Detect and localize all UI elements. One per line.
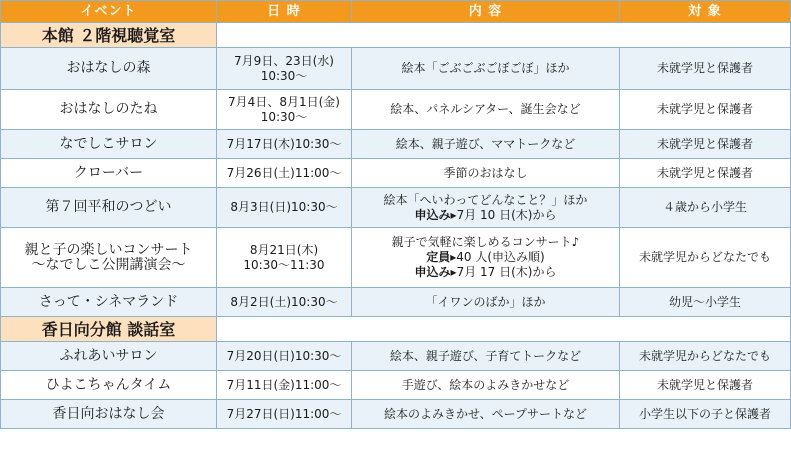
event-name-line: ふれあいサロン: [59, 347, 158, 364]
event-content: [352, 342, 620, 371]
content-text: 絵本、親子遊び、ママトークなど: [395, 136, 576, 151]
event-name: [1, 188, 217, 228]
event-date: [217, 371, 352, 400]
event-name-line: 香日向おはなし会: [52, 405, 165, 422]
content-text: 季節のおはなし: [443, 165, 528, 180]
content-text: 絵本「ごぶごぶごぼごぼ」ほか: [401, 61, 570, 75]
table-row: [1, 90, 791, 130]
event-name: [1, 90, 217, 130]
event-date-line: 7月9日、23日(水): [234, 53, 334, 68]
event-content-line: [354, 61, 617, 76]
event-content-line: [354, 378, 617, 393]
table-row: [1, 288, 791, 317]
header-datetime: 日 時: [217, 1, 352, 23]
event-date: [217, 188, 352, 228]
event-date-line: 10:30～11:30: [243, 257, 325, 272]
content-label: 申込み: [414, 207, 451, 222]
event-target: 未就学児からどなたでも: [620, 228, 791, 288]
event-target: 未就学児と保護者: [620, 159, 791, 188]
events-body: [1, 23, 791, 429]
table-row: [1, 188, 791, 228]
table-row: [1, 228, 791, 288]
event-name-line: 親と子の楽しいコンサート: [24, 241, 193, 258]
event-content: [352, 48, 620, 90]
event-target: 未就学児と保護者: [620, 371, 791, 400]
event-content: [352, 371, 620, 400]
event-target: ４歳から小学生: [620, 188, 791, 228]
event-content-line: [354, 235, 617, 250]
content-label: 申込み: [414, 265, 451, 279]
content-text: 絵本、親子遊び、子育てトークなど: [389, 348, 582, 363]
event-name: [1, 159, 217, 188]
event-name-line: ひよこちゃんタイム: [45, 376, 172, 393]
content-text: 絵本のよみきかせ、ペープサートなど: [383, 406, 588, 421]
event-content-line: [354, 102, 617, 117]
event-target: 未就学児と保護者: [620, 130, 791, 159]
table-row: [1, 342, 791, 371]
event-date: [217, 400, 352, 429]
event-name-line: なでしこサロン: [59, 135, 158, 152]
event-date: [217, 130, 352, 159]
event-name: [1, 371, 217, 400]
event-name-line: クローバー: [73, 164, 144, 181]
event-date-line: 10:30～: [260, 109, 308, 124]
event-name: [1, 342, 217, 371]
header-target: 対 象: [620, 1, 791, 23]
table-row: [1, 400, 791, 429]
event-date-line: 8月3日(日)10:30～: [230, 200, 338, 214]
event-date: [217, 90, 352, 130]
event-name-line: さって・シネマランド: [38, 293, 179, 310]
header-content: 内 容: [352, 1, 620, 23]
event-name: [1, 48, 217, 90]
event-date-line: 7月27日(日)11:00～: [226, 406, 342, 421]
event-date: [217, 228, 352, 288]
section-row: [1, 23, 791, 48]
event-content: [352, 130, 620, 159]
event-content-line: [354, 137, 617, 152]
event-date-line: 7月4日、8月1日(金): [228, 94, 340, 109]
event-target: 未就学児と保護者: [620, 90, 791, 130]
table-row: [1, 159, 791, 188]
event-content: [352, 188, 620, 228]
event-target: 幼児～小学生: [620, 288, 791, 317]
event-content-line: [354, 349, 617, 364]
event-name-line: ～なでしこ公開講演会～: [31, 256, 186, 273]
section-blank: [217, 317, 791, 342]
table-row: [1, 130, 791, 159]
event-date-line: 7月17日(木)10:30～: [226, 136, 342, 151]
event-date: [217, 48, 352, 90]
event-target: 未就学児からどなたでも: [620, 342, 791, 371]
content-text: ▸7月 10 日(木)から: [450, 207, 557, 222]
content-text: ▸7月 17 日(木)から: [450, 265, 557, 279]
event-date: [217, 159, 352, 188]
content-label: 定員: [426, 250, 451, 264]
section-row: [1, 317, 791, 342]
event-content: [352, 90, 620, 130]
event-name-line: おはなしの森: [66, 60, 151, 76]
event-target: 小学生以下の子と保護者: [620, 400, 791, 429]
event-content: [352, 159, 620, 188]
event-name: [1, 400, 217, 429]
event-name: [1, 288, 217, 317]
event-content-line: [354, 193, 617, 208]
content-text: 親子で気軽に楽しめるコンサート♪: [391, 235, 580, 249]
event-name: [1, 228, 217, 288]
section-blank: [217, 23, 791, 48]
event-content-line: [354, 250, 617, 265]
event-name-line: おはなしのたね: [59, 101, 158, 117]
event-content-line: [354, 295, 617, 310]
event-date-line: 10:30～: [260, 68, 308, 83]
table-row: [1, 371, 791, 400]
header-row: [1, 1, 791, 23]
content-text: ▸40 人(申込み順): [450, 250, 545, 264]
event-date-line: 8月21日(木): [249, 242, 319, 257]
event-date-line: 7月26日(土)11:00～: [226, 165, 342, 180]
event-date: [217, 342, 352, 371]
event-target: 未就学児と保護者: [620, 48, 791, 90]
content-text: 「イワンのばか」ほか: [425, 294, 546, 309]
event-content: [352, 400, 620, 429]
event-content-line: [354, 166, 617, 181]
table-row: [1, 48, 791, 90]
content-text: 絵本、パネルシアター、誕生会など: [390, 102, 581, 116]
event-name-line: 第７回平和のつどい: [45, 199, 172, 215]
event-content-line: [354, 407, 617, 422]
event-date: [217, 288, 352, 317]
event-content: [352, 228, 620, 288]
section-title: 本館 ２階視聴覚室: [1, 23, 217, 48]
header-event: イベント: [1, 1, 217, 23]
event-content-line: [354, 208, 617, 223]
content-text: 手遊び、絵本のよみきかせなど: [401, 377, 570, 392]
event-content: [352, 288, 620, 317]
event-content-line: [354, 265, 617, 280]
event-date-line: 7月11日(金)11:00～: [226, 377, 342, 392]
content-text: 絵本「へいわってどんなこと？」ほか: [383, 192, 588, 207]
section-title: 香日向分館 談話室: [1, 317, 217, 342]
event-name: [1, 130, 217, 159]
event-date-line: 8月2日(土)10:30～: [230, 294, 338, 309]
event-date-line: 7月20日(日)10:30～: [226, 348, 342, 363]
